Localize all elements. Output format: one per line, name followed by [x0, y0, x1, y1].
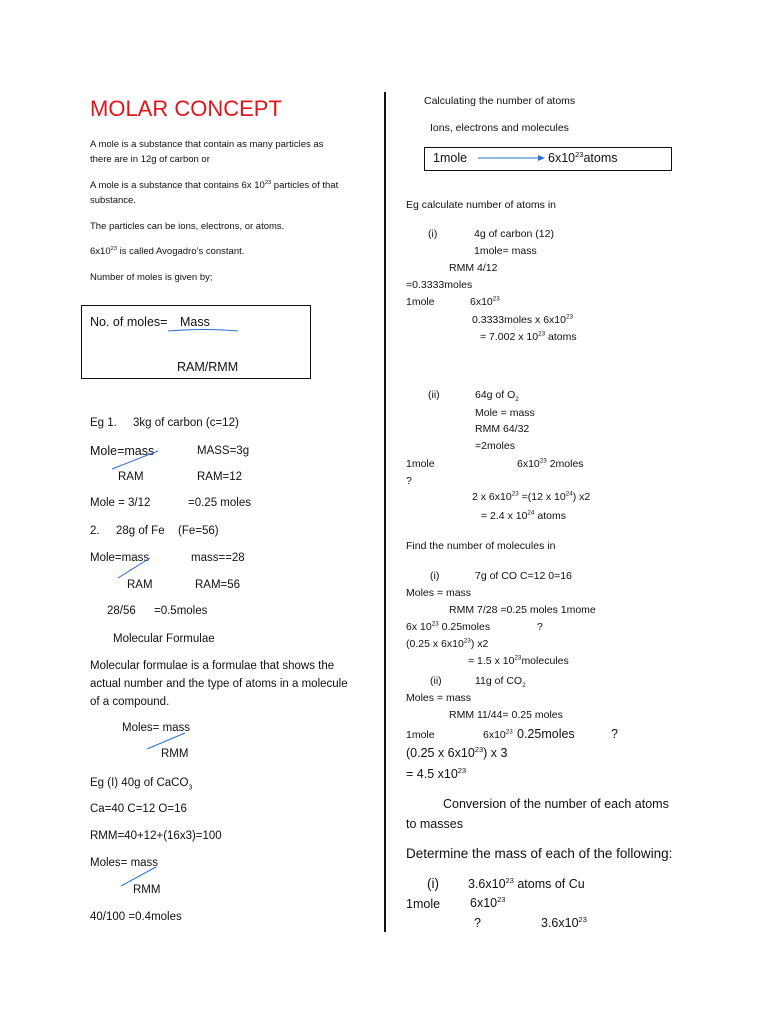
mass-i-1mole: 1mole — [406, 897, 441, 911]
example-2-number: 2. — [90, 525, 100, 537]
atoms-i-answer: = 7.002 x $10^{23}$ atoms — [480, 330, 577, 343]
molecules-ii-1mole: 1mole — [406, 729, 435, 741]
atoms-ii-rmm: RMM 64/32 — [475, 423, 530, 435]
particles-text: The particles can be ions, electrons, or atoms. — [90, 221, 285, 232]
molecules-ii-moles: Moles = mass — [406, 692, 472, 704]
example-1-question: 3kg of carbon (c=12) — [133, 417, 239, 429]
conversion-box-mole: 1mole — [433, 151, 468, 165]
molecules-ii-unknown: ? — [611, 727, 618, 741]
mass-i-unknown: ? — [474, 916, 481, 930]
molecular-formulae-line-2: actual number and the type of atoms in a molecule — [90, 678, 348, 690]
moles-formula: Moles= mass — [122, 722, 191, 734]
example-2-ram: RAM — [127, 579, 153, 591]
atoms-ii-avogadro: $6x10^{23}$ 2moles — [517, 457, 584, 470]
molecules-i-multiply: (0.25 x $6x10^{23}$) x2 — [406, 637, 489, 650]
molecules-i-unknown: ? — [537, 621, 543, 633]
example-i-answer: 40/100 =0.4moles — [90, 911, 182, 923]
atoms-ii-number: (ii) — [428, 389, 440, 401]
mass-i-number: (i) — [427, 876, 439, 891]
example-1-calculation: Mole = 3/12 — [90, 497, 151, 509]
example-2-ram-value: RAM=56 — [195, 579, 241, 591]
column-divider — [384, 92, 386, 932]
molecules-i-question: 7g of CO C=12 0=16 — [475, 570, 572, 582]
determine-heading: Determine the mass of each of the following: — [406, 846, 673, 861]
example-1-mass: MASS=3g — [197, 445, 250, 457]
moles-formula-rmm: RMM — [161, 748, 189, 760]
atoms-ii-result: =2moles — [475, 440, 515, 452]
atoms-ii-unknown: ? — [406, 475, 412, 487]
molecules-ii-moles-value: 0.25moles — [517, 727, 575, 741]
molecules-ii-answer: = 4.5 $x10^{23}$ — [406, 765, 467, 781]
molecular-formulae-line-1: Molecular formulae is a formulae that shows the — [90, 660, 335, 672]
example-2-fe: (Fe=56) — [178, 525, 219, 537]
atoms-ii-multiply: 2 x $6x10^{23} =(12$ x $10^{24}$) x2 — [472, 490, 591, 503]
atoms-i-rmm: RMM 4/12 — [449, 262, 498, 274]
molecular-formulae-line-3: of a compound. — [90, 696, 170, 708]
atoms-ii-question: 64g of $O_2$ — [475, 389, 519, 404]
example-2-mole-formula: Mole=mass — [90, 552, 150, 564]
formula-numerator: Mass — [180, 315, 210, 329]
molecular-fraction-slash — [147, 733, 185, 749]
conversion-heading-line-1: Conversion of the number of each atoms — [443, 797, 669, 811]
atoms-i-1mole: 1mole — [406, 296, 435, 308]
page-title: MOLAR CONCEPT — [90, 96, 282, 121]
example-i-rmm-denominator: RMM — [133, 884, 161, 896]
molecules-i-rmm: RMM 7/28 =0.25 moles 1mome — [449, 604, 596, 616]
example-1-mole-formula: Mole=mass — [90, 444, 155, 458]
example-heading: Eg calculate number of atoms in — [406, 199, 556, 211]
ions-electrons-molecules: Ions, electrons and molecules — [430, 122, 569, 134]
atoms-i-avogadro: $6x10^{23}$ — [470, 295, 500, 308]
example-1-answer: =0.25 moles — [188, 497, 251, 509]
example-i-rmm: RMM=40+12+(16x3)=100 — [90, 830, 222, 842]
example-2-calculation: 28/56 — [107, 605, 136, 617]
example-i-question: Eg (I) 40g of CaCO$_3$ — [90, 777, 193, 792]
atoms-i-mole: 1mole= mass — [474, 245, 537, 257]
example-1-ram: RAM — [118, 471, 144, 483]
conversion-heading-line-2: to masses — [406, 817, 463, 831]
molecules-ii-avogadro: $6x10^{23}$ — [483, 728, 513, 741]
example-2-answer: =0.5moles — [154, 605, 208, 617]
atoms-i-number: (i) — [428, 228, 438, 240]
example-i-constants: Ca=40 C=12 O=16 — [90, 803, 187, 815]
definition-1-line-2: there are in 12g of carbon or — [90, 154, 210, 165]
definition-2-line-2: substance. — [90, 195, 136, 206]
example-2-question: 28g of Fe — [116, 525, 165, 537]
example-1-ram-value: RAM=12 — [197, 471, 243, 483]
atoms-ii-answer: = 2.4 x $10^{24}$ atoms — [481, 509, 566, 522]
conversion-box-atoms: $6x10^{23}atoms$ — [548, 149, 618, 165]
formula-lhs: No. of moles= — [90, 315, 168, 329]
atoms-i-question: 4g of carbon (12) — [474, 228, 554, 240]
mass-i-atoms: $3.6x10^{23}$ — [541, 914, 587, 930]
atoms-i-result: =0.3333moles — [406, 279, 473, 291]
molecules-ii-number: (ii) — [430, 675, 442, 687]
avogadro-text: $6x10^{23}$ is called Avogadro’s constant. — [90, 245, 245, 257]
molecules-ii-multiply: (0.25 x $6x10^{23}$) x 3 — [406, 744, 508, 760]
example-1-label: Eg 1. — [90, 417, 117, 429]
definition-2-line-1: A mole is a substance that contains 6x $10^{23}$ particles of that — [90, 179, 339, 191]
moles-given-text: Number of moles is given by; — [90, 272, 213, 283]
calculating-atoms-heading: Calculating the number of atoms — [424, 95, 576, 107]
atoms-ii-mole: Mole = mass — [475, 407, 535, 419]
molecular-formulae-heading: Molecular Formulae — [113, 633, 215, 645]
find-molecules-heading: Find the number of molecules in — [406, 540, 556, 552]
mass-i-avogadro: $6x10^{23}$ — [470, 894, 506, 910]
molecules-i-avogadro: 6x $10^{23}$ 0.25moles — [406, 620, 491, 633]
formula-denominator: RAM/RMM — [177, 360, 239, 374]
molecules-ii-rmm: RMM 11/44= 0.25 moles — [449, 709, 563, 721]
atoms-ii-1mole: 1mole — [406, 458, 435, 470]
molecules-i-answer: = 1.5 x $10^{23}molecules$ — [468, 654, 569, 667]
molecules-ii-question: 11g of $CO_2$ — [475, 675, 526, 690]
definition-1-line-1: A mole is a substance that contain as many particles as — [90, 139, 324, 150]
molecules-i-number: (i) — [430, 570, 440, 582]
molecules-i-moles: Moles = mass — [406, 587, 472, 599]
atoms-i-multiply: 0.3333moles x $6x10^{23}$ — [472, 313, 573, 326]
example-i-moles-formula: Moles= mass — [90, 857, 159, 869]
example-2-mass: mass==28 — [191, 552, 245, 564]
mass-i-question: $3.6x10^{23}$ atoms of Cu — [468, 875, 585, 891]
